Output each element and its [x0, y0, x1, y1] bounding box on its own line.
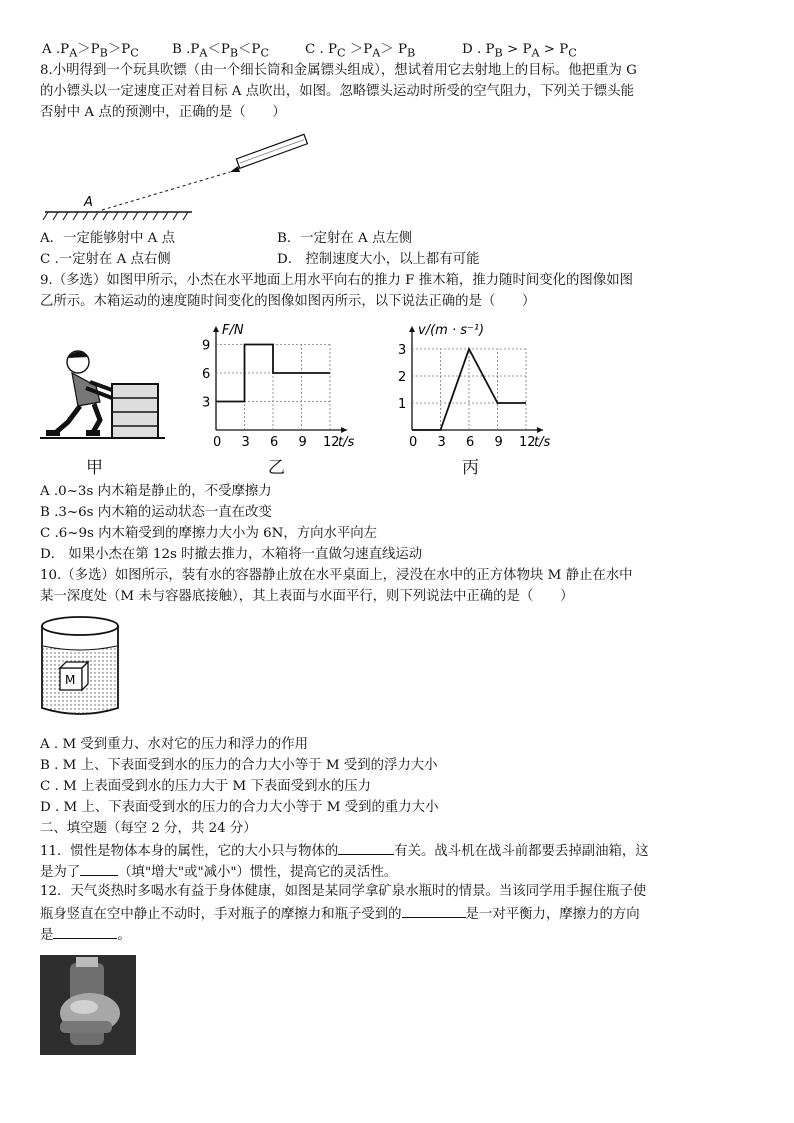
q10-option-a: A . M 受到重力、水对它的压力和浮力的作用 [40, 737, 309, 752]
q10-line-1: 10.（多选）如图所示，装有水的容器静止放在水平桌面上，浸没在水中的正方体物块 M 静止在水中 [40, 568, 633, 583]
x-tick-label: 9 [494, 435, 503, 450]
q12-text-a: 瓶身竖直在空中静止不动时，手对瓶子的摩擦力和瓶子受到的 [40, 907, 402, 922]
cube-m [60, 662, 88, 690]
y-axis-arrow [409, 326, 415, 332]
figure-jia-label: 甲 [86, 458, 103, 478]
q12-text-d: 。 [117, 928, 131, 943]
x-tick-label: 6 [466, 435, 475, 450]
q10-line-2: 某一深度处（M 未与容器底接触），其上表面与水面平行，则下列说法中正确的是（ ） [40, 589, 574, 604]
q11-text-c: 是为了 [40, 865, 81, 880]
wooden-box [112, 384, 158, 438]
q10-option-c: C . M 上表面受到水的压力大于 M 下表面受到水的压力 [40, 779, 372, 794]
x-tick-label: 6 [270, 435, 279, 450]
y-tick-label: 6 [202, 367, 211, 382]
hand-holding-bottle-photo [40, 955, 136, 1055]
point-a-label: A [84, 195, 93, 210]
figure-jia-boy-pushing-box [40, 340, 170, 450]
q11-blank-1[interactable] [338, 840, 394, 855]
q9-option-d: D． 如果小杰在第 12s 时撤去推力，木箱将一直做匀速直线运动 [40, 547, 423, 562]
y-axis-label: F/N [222, 323, 244, 338]
container-rim [42, 617, 118, 635]
q9-option-a: A .0~3s 内木箱是静止的，不受摩擦力 [40, 484, 272, 499]
q11-line-2 [40, 861, 397, 883]
q9-line-1: 9.（多选）如图甲所示，小杰在水平地面上用水平向右的推力 F 推木箱，推力随时间变化的图像如图 [40, 273, 633, 288]
x-tick-label: 9 [298, 435, 307, 450]
y-tick-label: 9 [202, 338, 211, 354]
q8-line-2: 的小镖头以一定速度正对着目标 A 点吹出，如图。忽略镖头运动时所受的空气阻力，下列关于镖头能 [40, 84, 634, 99]
q9-line-2: 乙所示。木箱运动的速度随时间变化的图像如图丙所示，以下说法正确的是（ ） [40, 294, 536, 309]
q12-blank-2[interactable] [53, 924, 117, 939]
x-tick-label: 3 [241, 435, 250, 450]
q11-line-1 [40, 840, 649, 862]
q8-option-b: B．一定射在 A 点左侧 [277, 231, 413, 246]
cube-m-label: M [65, 673, 76, 687]
q7-option-c: C . $P_C >P_A> P_B$ [305, 42, 416, 60]
q8-line-1: 8.小明得到一个玩具吹镖（由一个细长筒和金属镖头组成），想试着用它去射地上的目标。他把重为 G [40, 63, 637, 78]
q8-option-d: D． 控制速度大小，以上都有可能 [277, 252, 480, 267]
q11-text-a: 11．惯性是物体本身的属性，它的大小只与物体的 [40, 844, 339, 859]
x-tick-label: 3 [437, 435, 446, 450]
q7-option-b: B $.P_A<P_B<P_C$ [172, 42, 269, 60]
section-2-heading: 二、填空题（每空 2 分，共 24 分） [40, 821, 257, 836]
y-axis-label: v/(m · s⁻¹) [418, 323, 485, 338]
y-tick-label: 1 [398, 397, 407, 412]
x-tick-label: 12 [323, 435, 340, 450]
q9-option-b: B .3~6s 内木箱的运动状态一直在改变 [40, 505, 272, 520]
q11-text-b: 有关。战斗机在战斗前都要丢掉副油箱，这 [394, 844, 649, 859]
x-axis-arrow [341, 427, 347, 433]
q8-option-c: C .一定射在 A 点右侧 [40, 252, 171, 267]
q8-line-3: 否射中 A 点的预测中，正确的是（ ） [40, 105, 286, 120]
figure-bing-velocity-time-chart [388, 318, 558, 458]
x-tick-label: 0 [409, 435, 418, 450]
figure-yi-force-time-chart [192, 318, 362, 458]
q12-blank-1[interactable] [402, 903, 466, 918]
q12-text-b: 是一对平衡力，摩擦力的方向 [465, 907, 640, 922]
q10-option-b: B . M 上、下表面受到水的压力的合力大小等于 M 受到的浮力大小 [40, 758, 438, 773]
y-tick-label: 3 [202, 395, 211, 411]
x-axis-arrow [537, 427, 543, 433]
boy-icon [46, 351, 112, 436]
q7-option-d: D . $P_B > P_A > P_C$ [462, 42, 577, 60]
q12-line-2 [40, 903, 640, 925]
dart-figure [40, 128, 310, 228]
q8-option-a: A．一定能够射中 A 点 [40, 231, 175, 246]
q11-blank-2[interactable] [80, 861, 118, 876]
ground-hatching [43, 212, 188, 220]
q11-text-d: （填"增大"或"减小"）惯性，提高它的灵活性。 [118, 865, 398, 880]
container-figure [38, 612, 124, 722]
q12-text-c: 是 [40, 928, 54, 943]
aim-line [102, 172, 230, 210]
q12-line-3 [40, 924, 131, 946]
q7-option-a: A $.P_A>P_B>P_C$ [42, 42, 139, 60]
x-tick-label: 12 [519, 435, 536, 450]
y-tick-label: 3 [398, 343, 407, 358]
y-tick-label: 2 [398, 370, 407, 385]
dart-tip [230, 166, 240, 172]
y-axis-arrow [213, 326, 219, 332]
x-tick-label: 0 [213, 435, 222, 450]
q10-option-d: D . M 上、下表面受到水的压力的合力大小等于 M 受到的重力大小 [40, 800, 439, 815]
figure-yi-label: 乙 [268, 458, 285, 478]
q12-line-1: 12．天气炎热时多喝水有益于身体健康，如图是某同学拿矿泉水瓶时的情景。当该同学用手握住瓶子使 [40, 884, 647, 899]
q9-option-c: C .6~9s 内木箱受到的摩擦力大小为 6N，方向水平向左 [40, 526, 378, 541]
x-axis-label: t/s [338, 435, 355, 450]
blow-tube [236, 134, 307, 168]
figure-bing-label: 丙 [462, 458, 479, 478]
x-axis-label: t/s [534, 435, 551, 450]
